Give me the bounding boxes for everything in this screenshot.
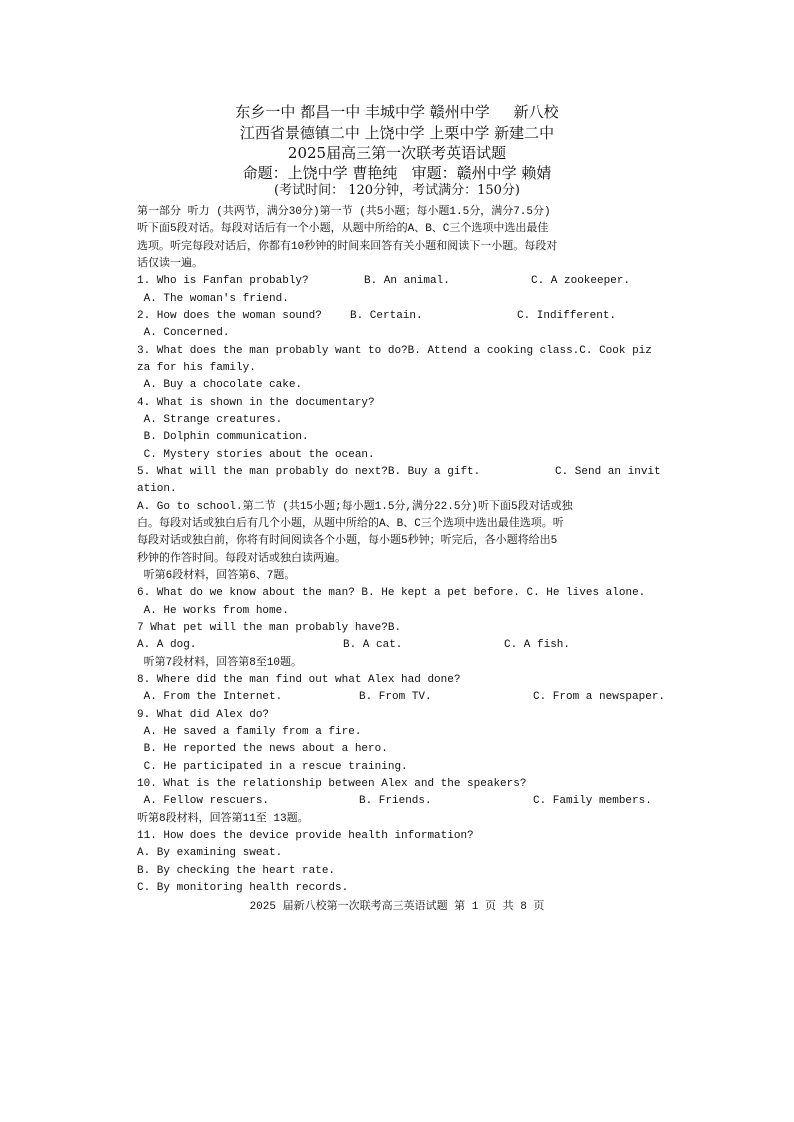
- text-line: [137, 447, 677, 464]
- text-line: [137, 551, 677, 568]
- text-line: [137, 308, 677, 325]
- text-line: [137, 620, 677, 637]
- schools-line-2: 江西省景德镇二中 上饶中学 上栗中学 新建二中: [239, 124, 555, 142]
- text-line: [137, 499, 677, 516]
- option-text: C. Indifferent.: [517, 309, 617, 322]
- line-text: 10. What is the relationship between Alex and the speakers?: [137, 777, 527, 790]
- line-text: 5. What will the man probably do next?B. Buy a gift.: [137, 465, 481, 478]
- text-line: [137, 811, 677, 828]
- text-line: [137, 273, 677, 290]
- exam-title: 2025届高三第一次联考英语试题: [287, 144, 507, 162]
- line-text: B. By checking the heart rate.: [137, 864, 336, 877]
- text-line: [137, 516, 677, 533]
- line-text: A. He works from home.: [137, 604, 289, 617]
- text-line: [137, 221, 677, 238]
- text-line: [137, 360, 677, 377]
- line-text: 6. What do we know about the man? B. He kept a pet before. C. He lives alone.: [137, 587, 646, 600]
- text-line: [137, 845, 677, 862]
- text-line: [137, 707, 677, 724]
- line-text: 白。每段对话或独白后有几个小题，从题中所给的A、B、C三个选项中选出最佳选项。听: [137, 517, 564, 530]
- line-text: C. Mystery stories about the ocean.: [137, 448, 375, 461]
- line-text: 1. Who is Fanfan probably?: [137, 275, 309, 288]
- text-line: [137, 412, 677, 429]
- line-text: 每段对话或独白前，你将有时间阅读各个小题，每小题5秒钟；听完后，各小题将给出5: [137, 535, 558, 548]
- line-text: A. Strange creatures.: [137, 413, 283, 426]
- text-line: [137, 741, 677, 758]
- line-text: 3. What does the man probably want to do?B. Attend a cooking class.C. Cook piz: [137, 344, 652, 357]
- text-line: [137, 793, 677, 810]
- exam-authors: 命题：上饶中学 曹艳纯 审题：赣州中学 赖婧: [242, 164, 552, 182]
- line-text: za for his family.: [137, 361, 256, 374]
- line-text: C. By monitoring health records.: [137, 881, 349, 894]
- text-line: [137, 637, 677, 654]
- option-text: C. A fish.: [504, 639, 571, 652]
- option-text: C. From a newspaper.: [533, 691, 666, 704]
- line-text: 8. Where did the man find out what Alex had done?: [137, 673, 461, 686]
- text-line: [137, 256, 677, 273]
- line-text: 11. How does the device provide health information?: [137, 829, 474, 842]
- text-line: [137, 828, 677, 845]
- line-text: A. Buy a chocolate cake.: [137, 379, 303, 392]
- line-text: A. He saved a family from a fire.: [137, 725, 362, 738]
- line-text: 听第7段材料，回答第8至10题。: [137, 656, 303, 669]
- option-text: B. An animal.: [364, 275, 450, 288]
- schools-line-1: 东乡一中 都昌一中 丰城中学 赣州中学 新八校: [235, 103, 559, 121]
- line-text: 2. How does the woman sound?: [137, 309, 322, 322]
- text-line: [137, 481, 677, 498]
- line-text: A. The woman's friend.: [137, 292, 289, 305]
- text-line: [137, 655, 677, 672]
- option-text: C. Family members.: [533, 795, 652, 808]
- line-text: A. By examining sweat.: [137, 847, 283, 860]
- line-text: A. A dog.: [137, 639, 197, 652]
- text-line: [137, 689, 677, 706]
- line-text: 听下面5段对话。每段对话后有一个小题，从题中所给的A、B、C三个选项中选出最佳: [137, 223, 549, 236]
- line-text: A. Fellow rescuers.: [137, 795, 270, 808]
- text-line: [137, 776, 677, 793]
- line-text: A. Go to school.第二节 (共15小题;每小题1.5分,满分22.5分)听下面5段对话或独: [137, 500, 573, 513]
- line-text: C. He participated in a rescue training.: [137, 760, 408, 773]
- text-line: [137, 880, 677, 897]
- option-text: B. A cat.: [343, 639, 403, 652]
- text-line: [137, 291, 677, 308]
- text-line: [137, 603, 677, 620]
- line-text: 听第6段材料，回答第6、7题。: [137, 569, 296, 582]
- text-line: [137, 325, 677, 342]
- line-text: 选项。听完每段对话后，你都有10秒钟的时间来回答有关小题和阅读下一小题。每段对: [137, 240, 558, 253]
- option-text: B. Friends.: [359, 795, 432, 808]
- line-text: B. He reported the news about a hero.: [137, 743, 388, 756]
- option-text: B. Certain.: [350, 309, 423, 322]
- line-text: B. Dolphin communication.: [137, 431, 309, 444]
- text-line: [137, 863, 677, 880]
- text-line: [137, 429, 677, 446]
- text-line: [137, 204, 677, 221]
- option-text: C. A zookeeper.: [531, 275, 631, 288]
- text-line: [137, 724, 677, 741]
- line-text: 听第8段材料，回答第11至 13题。: [137, 812, 309, 825]
- line-text: 第一部分 听力 (共两节，满分30分)第一节 (共5小题；每小题1.5分，满分7.5分): [137, 206, 551, 218]
- line-text: 话仅读一遍。: [137, 257, 203, 270]
- option-text: C. Send an invit: [555, 465, 661, 478]
- line-text: 7 What pet will the man probably have?B.: [137, 621, 402, 634]
- page-footer: 2025 届新八校第一次联考高三英语试题 第 1 页 共 8 页: [249, 901, 545, 913]
- line-text: 9. What did Alex do?: [137, 708, 270, 721]
- line-text: ation.: [137, 483, 177, 496]
- text-line: [137, 464, 677, 481]
- line-text: 秒钟的作答时间。每段对话或独白读两遍。: [137, 552, 346, 565]
- line-text: A. From the Internet.: [137, 691, 283, 704]
- exam-info: (考试时间： 120分钟，考试满分：150分): [274, 183, 520, 198]
- text-line: [137, 585, 677, 602]
- text-line: [137, 239, 677, 256]
- text-line: [137, 377, 677, 394]
- text-line: [137, 343, 677, 360]
- text-line: [137, 568, 677, 585]
- text-line: [137, 672, 677, 689]
- text-line: [137, 759, 677, 776]
- option-text: B. From TV.: [359, 691, 432, 704]
- line-text: A. Concerned.: [137, 327, 230, 340]
- text-line: [137, 533, 677, 550]
- line-text: 4. What is shown in the documentary?: [137, 396, 375, 409]
- text-line: [137, 395, 677, 412]
